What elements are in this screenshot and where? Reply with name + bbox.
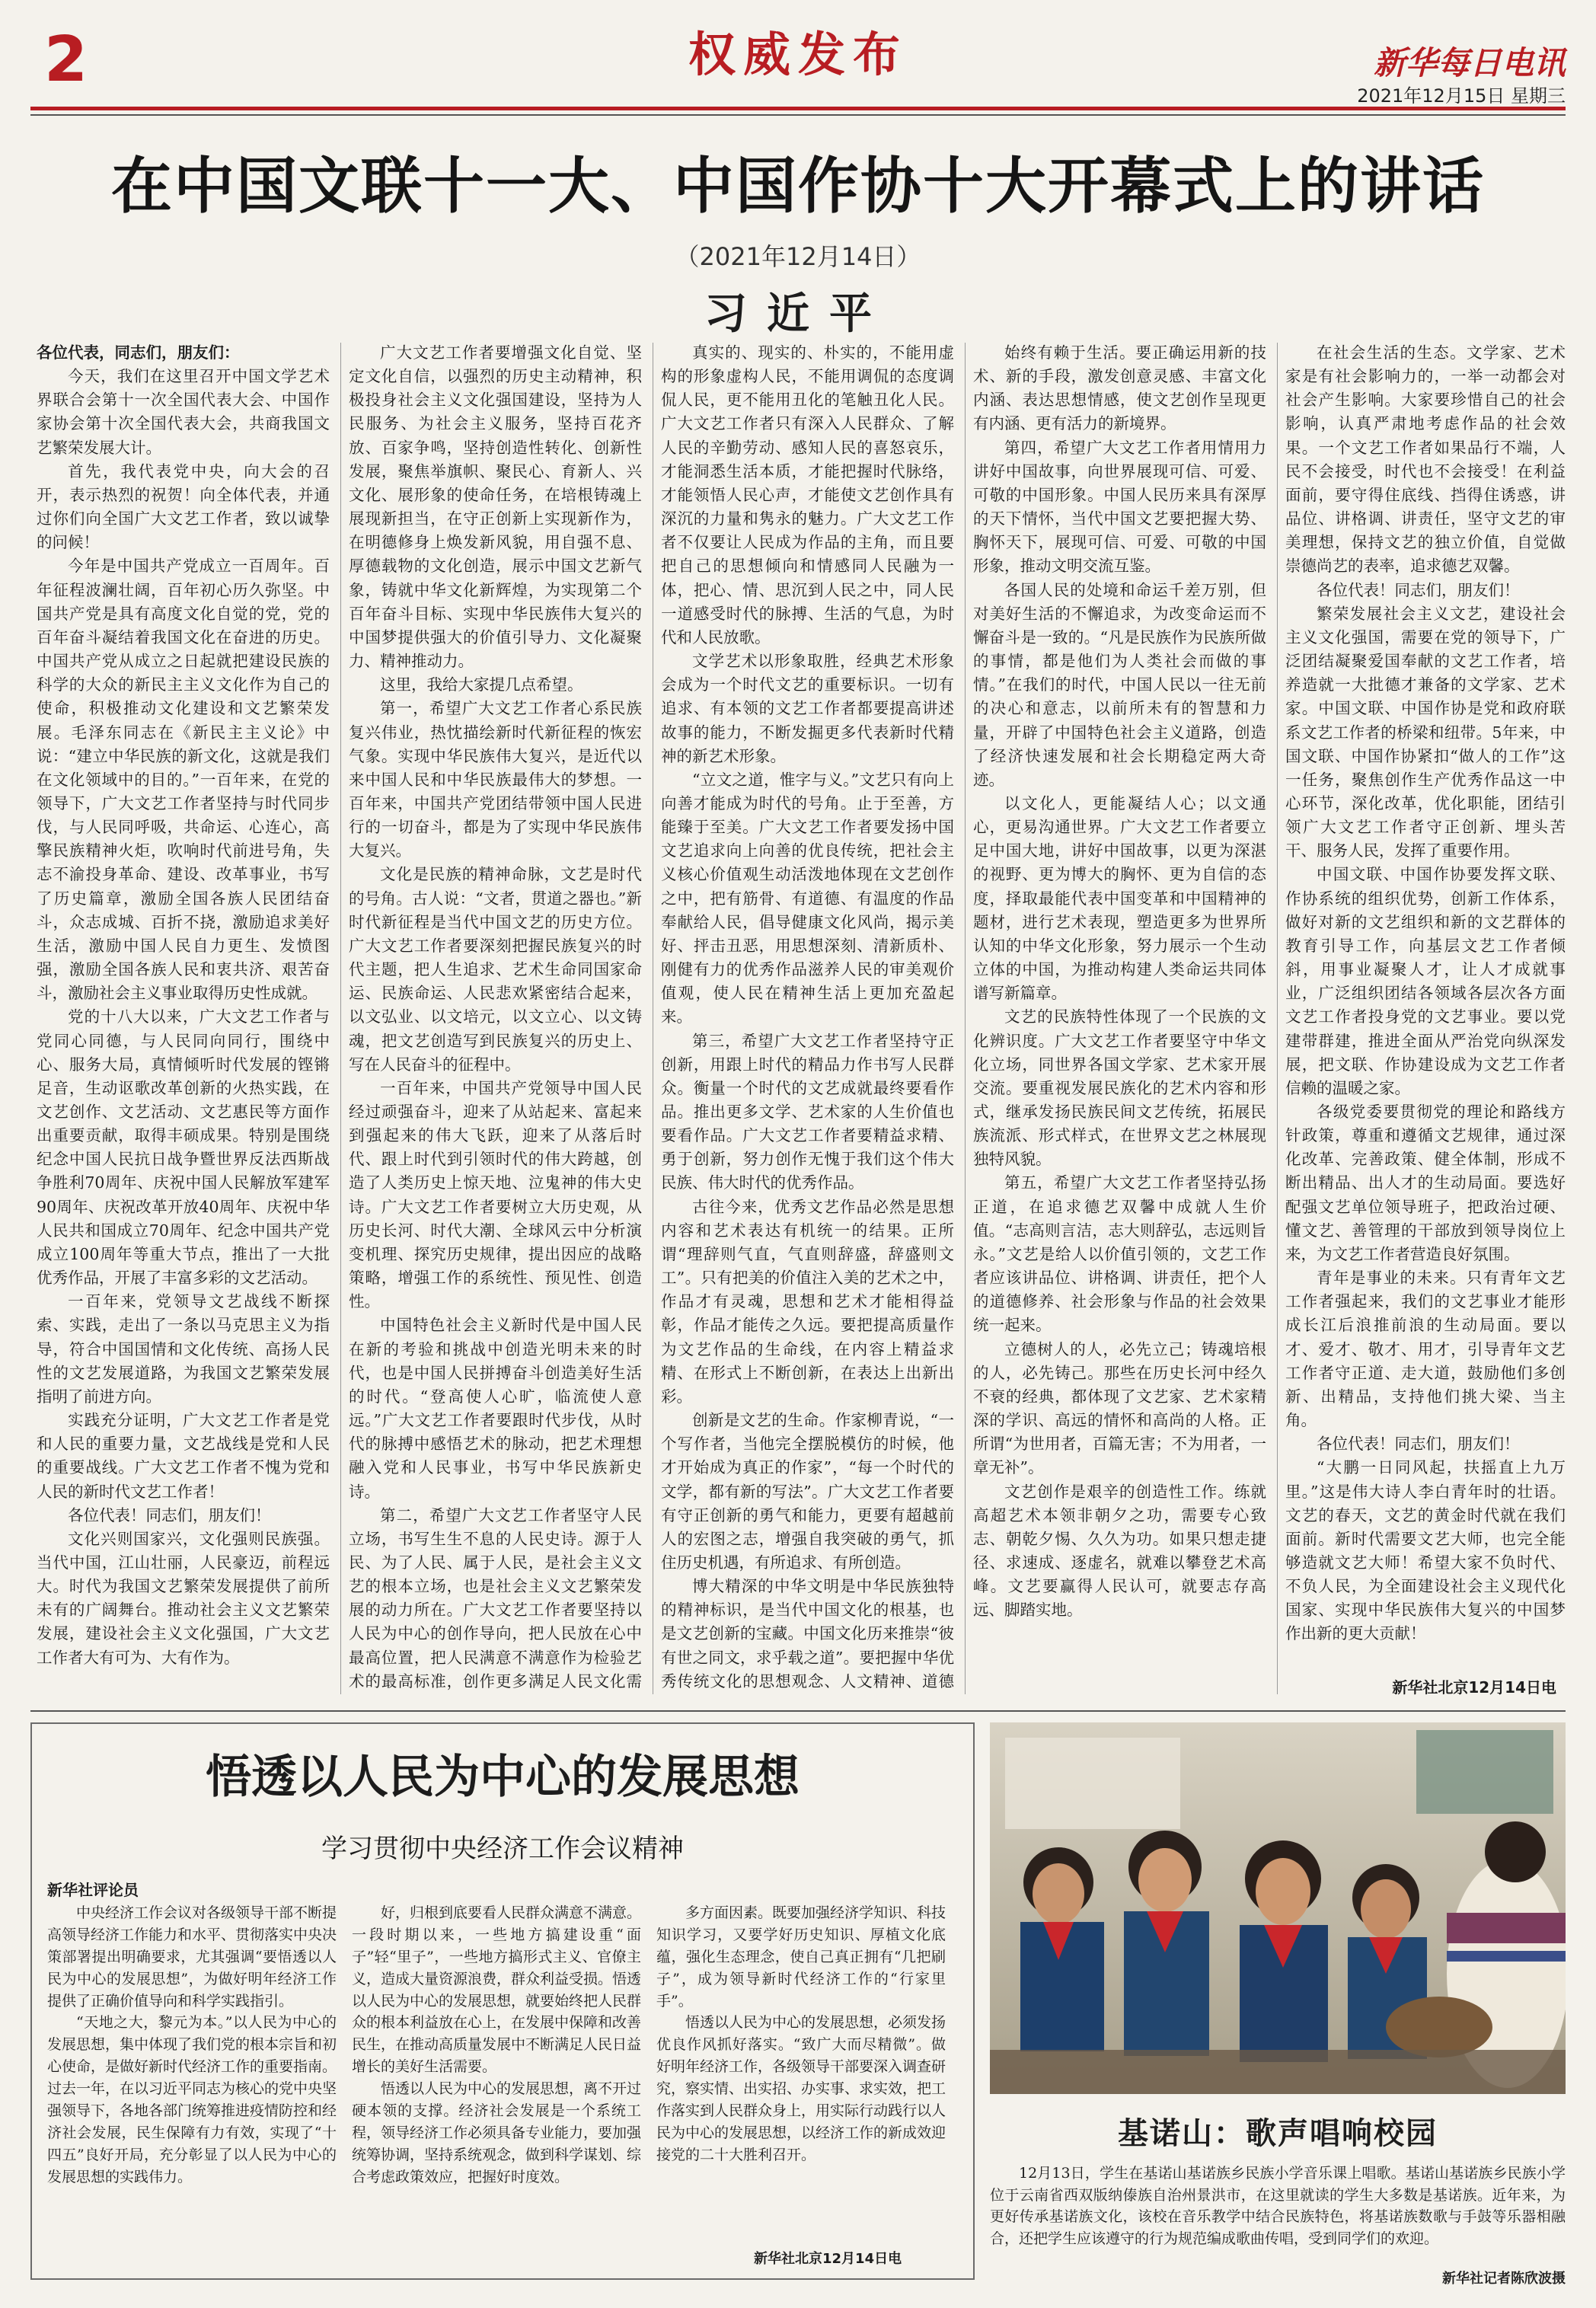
classroom-photo-illustration: [990, 1722, 1566, 2094]
article-paragraph: 文化兴则国家兴，文化强则民族强。当代中国，江山壮丽，人民豪迈，前程远大。时代为我国文艺繁荣发展提供了前所未有的广阔舞台。推动社会主义文艺繁荣发展，建设社会主义文化强国，广大文艺工作者大有可为、大有作为。: [37, 1529, 330, 1667]
commentary-paragraph: 多方面因素。既要加强经济学知识、科技知识学习，又要学好历史知识、厚植文化底蕴，强化生态理念，使自己真正拥有“几把刷子”，成为领导新时代经济工作的“行家里手”。: [656, 1904, 946, 2010]
article-paragraph: 中国文联、中国作协要发挥文联、作协系统的组织优势，创新工作体系，做好对新的文艺组织和新的文艺群体的教育引导工作，向基层文艺工作者倾斜，用事业凝聚人才，让人才成就事业，广泛组织团结各领域各层次各方面文艺工作者投身党的文艺事业。要以党建带群建，推进全面从严治党向纵深发展，把文联、作协建设成为文艺工作者信赖的温暖之家。: [1285, 865, 1566, 1097]
article-paragraph: 党的十八大以来，广大文艺工作者与党同心同德，与人民同向同行，围绕中心、服务大局，真情倾听时代发展的铿锵足音，生动讴歌改革创新的火热实践，在文艺创作、文艺活动、文艺惠民等方面作出重要贡献，取得丰硕成果。特别是围绕纪念中国人民抗日战争暨世界反法西斯战争胜利70周年、庆祝中国人民解放军建军90周年、庆祝改革开放40周年、庆祝中华人民共和国成立70周年、纪念中国共产党成立100周年等重大节点，推出了一大批优秀作品，开展了丰富多彩的文艺活动。: [37, 1007, 330, 1288]
article-paragraph: 各位代表！同志们，朋友们！: [1317, 580, 1520, 599]
article-paragraph: 一百年来，党领导文艺战线不断探索、实践，走出了一条以马克思主义为指导，符合中国国情和文化传统、高扬人民性的文艺发展道路，为我国文艺繁荣发展指明了前进方向。: [37, 1292, 330, 1406]
article-paragraph: 各位代表！同志们，朋友们！: [1317, 1435, 1520, 1454]
article-paragraph: 古往今来，优秀文艺作品必然是思想内容和艺术表达有机统一的结果。正所谓“理辞则气直，气直则辞盛，辞盛则文工”。只有把美的价值注入美的艺术之中，作品才有灵魂，思想和艺术才能相得益彰，作品才能传之久远。要把提高质量作为文艺作品的生命线，在内容上精益求精、在形式上不断创新，在表达上出新出彩。: [661, 1197, 954, 1406]
article-paragraph: “大鹏一日同风起，扶摇直上九万里。”这是伟大诗人李白青年时的壮语。文艺的春天，文艺的黄金时代就在我们面前。新时代需要文艺大师，也完全能够造就文艺大师！希望大家不负时代、不负人民，为全面建设社会主义现代化国家、实现中华民族伟大复兴的中国梦作出新的更大贡献！: [1285, 1458, 1566, 1643]
article-paragraph: 以文化人，更能凝结人心；以文通心，更易沟通世界。广大文艺工作者要立足中国大地，讲好中国故事，以更为深湛的视野、更为博大的胸怀、更为自信的态度，择取最能代表中国变革和中国精神的题材，进行艺术表现，塑造更多为世界所认知的中华文化形象，努力展示一个生动立体的中国，为推动构建人类命运共同体谱写新篇章。: [973, 793, 1266, 1003]
article-paragraph: 第一，希望广大文艺工作者心系民族复兴伟业，热忱描绘新时代新征程的恢宏气象。实现中华民族伟大复兴，是近代以来中国人民和中华民族最伟大的梦想。一百年来，中国共产党团结带领中国人民进行的一切奋斗，都是为了实现中华民族伟大复兴。: [349, 699, 642, 860]
photo-credit: 新华社记者陈欣波摄: [1442, 2271, 1566, 2287]
article-paragraph: 第二，希望广大文艺工作者坚守人民立场，书写生生不息的人民史诗。源于人民、为了人民、属于人民，是社会主义文艺的根本立场，也是社会主义文艺繁荣发展的动力所在。广大文艺工作者要坚持以人民为中心的创作导向，把人民放在心中最高位置，把人民满意不满意作为检验艺术的最高标准，创作更多满足人民文化需: [349, 1505, 642, 1690]
page-number: 2: [44, 24, 88, 96]
commentary-paragraph: 好，归根到底要看人民群众满意不满意。一段时期以来，一些地方搞建设重“面子”轻“里子”，一些地方搞形式主义、官僚主义，造成大量资源浪费，群众利益受损。悟透以人民为中心的发展思想，就要始终把人民群众的根本利益放在心上，在发展中保障和改善民生，在推动高质量发展中不断满足人民日益增长的美好生活需要。: [352, 1904, 641, 2076]
article-dateline: 新华社北京12月14日电: [1384, 1675, 1556, 1697]
header-rule: [30, 107, 1566, 110]
issue-date: 2021年12月15日 星期三: [1357, 85, 1566, 107]
column-divider: [965, 343, 966, 1694]
article-paragraph: 各级党委要贯彻党的理论和路线方针政策，尊重和遵循文艺规律，通过深化改革、完善政策、健全体制，形成不断出精品、出人才的生动局面。要选好配强文艺单位领导班子，把政治过硬、懂文艺、善管理的干部放到领导岗位上来，为文艺工作者营造良好氛围。: [1285, 1103, 1566, 1263]
article-paragraph: 第四，希望广大文艺工作者用情用力讲好中国故事，向世界展现可信、可爱、可敬的中国形象。中国人民历来具有深厚的天下情怀，当代中国文艺要把握大势、胸怀天下，展现可信、可爱、可敬的中国形象，推动文明交流互鉴。: [973, 438, 1266, 576]
article-column-2: [349, 341, 642, 1697]
article-paragraph: 各位代表，同志们，朋友们：: [37, 343, 240, 362]
article-paragraph: 文化是民族的精神命脉，文艺是时代的号角。古人说：“文者，贯道之器也。”新时代新征程是当代中国文艺的历史方位。广大文艺工作者要深刻把握民族复兴的时代主题，把人生追求、艺术生命同国家命运、民族命运、人民悲欢紧密结合起来，以文弘业、以文培元，以文立心、以文铸魂，把文艺创造写到民族复兴的历史上、写在人民奋斗的征程中。: [349, 865, 642, 1074]
article-paragraph: 立德树人的人，必先立己；铸魂培根的人，必先铸己。那些在历史长河中经久不衰的经典，都体现了文艺家、艺术家精深的学识、高远的情怀和高尚的人格。正所谓“为世用者，百篇无害；不为用者，一章无补”。: [973, 1339, 1266, 1477]
commentary-title: 悟透以人民为中心的发展思想: [206, 1751, 800, 1804]
article-paragraph: 创新是文艺的生命。作家柳青说，“一个写作者，当他完全摆脱模仿的时候，他才开始成为真正的作家”，“每一个时代的文学，都有新的写法”。广大文艺工作者要有守正创新的勇气和能力，更要有超越前人的宏图之志，增强自我突破的勇气，抓住历史机遇，有所追求、有所创造。: [661, 1411, 954, 1572]
article-paragraph: 这里，我给大家提几点希望。: [380, 675, 583, 694]
article-paragraph: 各国人民的处境和命运千差万别，但对美好生活的不懈追求，为改变命运而不懈奋斗是一致的。“凡是民族作为民族所做的事情，都是他们为人类社会而做的事情。”在我们的时代，中国人民以一往无前的决心和意志，以前所未有的智慧和力量，开辟了中国特色社会主义道路，创造了经济快速发展和社会长期稳定两大奇迹。: [973, 580, 1266, 789]
section-divider: [30, 1710, 1566, 1712]
column-divider: [1277, 343, 1278, 1694]
article-paragraph: 广大文艺工作者要增强文化自觉、坚定文化自信，以强烈的历史主动精神，积极投身社会主义文化强国建设，坚持为人民服务、为社会主义服务，坚持百花齐放、百家争鸣，坚持创造性转化、创新性发展，聚焦举旗帜、聚民心、育新人、兴文化、展形象的使命任务，在培根铸魂上展现新担当，在守正创新上实现新作为，在明德修身上焕发新风貌，用自强不息、厚德载物的文化创造，展示中国文艺新气象，铸就中华文化新辉煌，为实现第二个百年奋斗目标、实现中华民族伟大复兴的中国梦提供强大的价值引导力、文化凝聚力、精神推动力。: [349, 343, 642, 671]
commentary-column-1: [47, 1902, 337, 2257]
article-paragraph: 实践充分证明，广大文艺工作者是党和人民的重要力量，文艺战线是党和人民的重要战线。广大文艺工作者不愧为党和人民的新时代文艺工作者！: [37, 1411, 330, 1501]
speech-date: （2021年12月14日）: [675, 242, 921, 271]
article-author: 习近平: [704, 289, 892, 339]
article-paragraph: 文艺创作是艰辛的创造性工作。练就高超艺术本领非朝夕之功，需要专心致志、朝乾夕惕、久久为功。如果只想走捷径、求速成、逐虚名，就难以攀登艺术高峰。文艺要赢得人民认可，就要志存高远、脚踏实地。: [973, 1482, 1266, 1620]
article-paragraph: 青年是事业的未来。只有青年文艺工作者强起来，我们的文艺事业才能形成长江后浪推前浪的生动局面。要以才、爱才、敬才、用才，引导青年文艺工作者守正道、走大道，鼓励他们多创新、出精品，支持他们挑大梁、当主角。: [1285, 1269, 1566, 1430]
article-paragraph: 今年是中国共产党成立一百周年。百年征程波澜壮阔，百年初心历久弥坚。中国共产党是具有高度文化自觉的党，党的百年奋斗凝结着我国文化在奋进的历史。中国共产党从成立之日起就把建设民族的科学的大众的新民主主义文化作为自己的使命，积极推动文化建设和文艺繁荣发展。毛泽东同志在《新民主主义论》中说：“建立中华民族的新文化，这就是我们在文化领域中的目的。”一百年来，在党的领导下，广大文艺工作者坚持与时代同步伐，与人民同呼吸，共命运、心连心，高擎民族精神火炬，吹响时代前进号角，失志不渝投身革命、建设、改革事业，书写了历史篇章，激励全国各族人民团结奋斗，众志成城、百折不挠，激励追求美好生活，激励中国人民自力更生、发愤图强，激励全国各族人民和衷共济、艰苦奋斗，激励社会主义事业取得历史性成就。: [37, 557, 330, 1003]
article-paragraph: 一百年来，中国共产党领导中国人民经过顽强奋斗，迎来了从站起来、富起来到强起来的伟大飞跃，迎来了从落后时代、跟上时代到引领时代的伟大跨越，创造了人类历史上惊天地、泣鬼神的伟大史诗。广大文艺工作者要树立大历史观，从历史长河、时代大潮、全球风云中分析演变机理、探究历史规律，提出因应的战略策略，增强工作的系统性、预见性、创造性。: [349, 1078, 642, 1311]
article-paragraph: 在社会生活的生态。文学家、艺术家是有社会影响力的，一举一动都会对社会产生影响。大家要珍惜自己的社会影响，认真严肃地考虑作品的社会效果。一个文艺工作者如果品行不端，人民不会接受，时代也不会接受！在利益面前，要守得住底线、挡得住诱惑，讲品位、讲格调、讲责任，坚守文艺的审美理想，保持文艺的独立价值，自觉做崇德尚艺的表率，追求德艺双馨。: [1285, 343, 1566, 576]
article-paragraph: “立文之道，惟字与义。”文艺只有向上向善才能成为时代的号角。止于至善，方能臻于至美。广大文艺工作者要发扬中国文艺追求向上向善的优良传统，把社会主义核心价值观生动活泼地体现在文艺创作之中，把有筋骨、有道德、有温度的作品奉献给人民，倡导健康文化风尚，揭示美好、抨击丑恶，用思想深刻、清新质朴、刚健有力的优秀作品滋养人民的审美观价值观，使人民在精神生活上更加充盈起来。: [661, 770, 954, 1026]
article-paragraph: 中国特色社会主义新时代是中国人民在新的考验和挑战中创造光明未来的时代，也是中国人民拼搏奋斗创造美好生活的时代。“登高使人心旷，临流使人意远。”广大文艺工作者要跟时代步伐，从时代的脉搏中感悟艺术的脉动，把艺术理想融入党和人民事业，书写中华民族新史诗。: [349, 1316, 642, 1501]
commentary-paragraph: 悟透以人民为中心的发展思想，必须发扬优良作风抓好落实。“致广大而尽精微”。做好明年经济工作，各级领导干部要深入调查研究，察实情、出实招、办实事、求实效，把工作落实到人民群众身上，用实际行动践行以人民为中心的发展思想，以经济工作的新成效迎接党的二十大胜利召开。: [656, 2014, 946, 2163]
article-paragraph: 文学艺术以形象取胜，经典艺术形象会成为一个时代文艺的重要标识。一切有追求、有本领的文艺工作者都要提高讲述故事的能力，不断发掘更多代表新时代精神的新艺术形象。: [661, 652, 954, 765]
commentary-column-2: [352, 1902, 641, 2257]
commentary-byline: 新华社评论员: [47, 1881, 139, 1899]
photo-title: 基诺山：歌声唱响校园: [1118, 2115, 1438, 2151]
article-paragraph: 第五，希望广大文艺工作者坚持弘扬正道，在追求德艺双馨中成就人生价值。“志高则言洁，志大则辞弘，志远则旨永。”文艺是给人以价值引领的，文艺工作者应该讲品位、讲格调、讲责任，把个人的道德修养、社会形象与作品的社会效果统一起来。: [973, 1173, 1266, 1335]
section-title: 权威发布: [688, 27, 908, 82]
article-paragraph: 始终有赖于生活。要正确运用新的技术、新的手段，激发创意灵感、丰富文化内涵、表达思想情感，使文艺创作呈现更有内涵、更有活力的新境界。: [973, 343, 1266, 433]
article-paragraph: 各位代表！同志们，朋友们！: [68, 1505, 271, 1524]
commentary-dateline: 新华社北京12月14日电: [754, 2251, 902, 2267]
article-paragraph: 真实的、现实的、朴实的，不能用虚构的形象虚构人民，不能用调侃的态度调侃人民，更不能用丑化的笔触丑化人民。广大文艺工作者只有深入人民群众、了解人民的辛勤劳动、感知人民的喜怒哀乐，才能洞悉生活本质，才能把握时代脉络，才能领悟人民心声，才能使文艺创作具有深沉的力量和隽永的魅力。广大文艺工作者不仅要让人民成为作品的主角，而且要把自己的思想倾向和情感同人民融为一体，把心、情、思沉到人民之中，同人民一道感受时代的脉搏、生活的气息，为时代和人民放歌。: [661, 343, 954, 646]
header-rule-thin: [30, 114, 1566, 116]
article-paragraph: 繁荣发展社会主义文艺，建设社会主义文化强国，需要在党的领导下，广泛团结凝聚爱国奉献的文艺工作者，培养造就一大批德才兼备的文学家、艺术家。中国文联、中国作协是党和政府联系文艺工作者的桥梁和纽带。5年来，中国文联、中国作协紧扣“做人的工作”这一任务，聚焦创作生产优秀作品这一中心环节，深化改革，优化职能，团结引领广大文艺工作者守正创新、埋头苦干、服务人民，发挥了重要作用。: [1285, 604, 1566, 860]
article-paragraph: 博大精深的中华文明是中华民族独特的精神标识，是当代中国文化的根基，也是文艺创新的宝藏。中国文化历来推崇“彼有世之同文，求乎载之道”。要把握中华优秀传统文化的思想观念、人文精神、道德: [661, 1577, 954, 1690]
article-paragraph: 首先，我代表党中央，向大会的召开，表示热烈的祝贺！向全体代表，并通过你们向全国广大文艺工作者，致以诚挚的问候！: [37, 461, 330, 552]
article-column-4: [973, 341, 1266, 1697]
article-column-1: [37, 341, 330, 1697]
column-divider: [340, 343, 341, 1694]
classroom-photo: [990, 1722, 1566, 2094]
commentary-paragraph: 悟透以人民为中心的发展思想，离不开过硬本领的支撑。经济社会发展是一个系统工程，领导经济工作必须具备专业能力，要加强统筹协调，坚持系统观念，做到科学谋划、综合考虑政策效应，把握好时度效。: [352, 2080, 641, 2185]
article-column-3: [661, 341, 954, 1697]
photo-caption: 12月13日，学生在基诺山基诺族乡民族小学音乐课上唱歌。基诺山基诺族乡民族小学位于云南省西双版纳傣族自治州景洪市，在这里就读的学生大多数是基诺族。近年来，为更好传承基诺族文化，该校在音乐教学中结合民族特色，将基诺族数歌与手鼓等乐器相融合，还把学生应该遵守的行为规范编成歌曲传唱，受到同学们的欢迎。: [990, 2165, 1566, 2247]
article-paragraph: 第三，希望广大文艺工作者坚持守正创新，用跟上时代的精品力作书写人民群众。衡量一个时代的文艺成就最终要看作品。推出更多文学、艺术家的人生价值也要看作品。广大文艺工作者要精益求精、勇于创新，努力创作无愧于我们这个伟大民族、伟大时代的优秀作品。: [661, 1031, 954, 1192]
article-paragraph: 文艺的民族特性体现了一个民族的文化辨识度。广大文艺工作者要坚守中华文化立场，同世界各国文学家、艺术家开展交流。要重视发展民族化的艺术内容和形式，继承发扬民族民间文艺传统，拓展民族流派、形式样式，在世界文艺之林展现独特风貌。: [973, 1007, 1266, 1169]
article-paragraph: 今天，我们在这里召开中国文学艺术界联合会第十一次全国代表大会、中国作家协会第十次全国代表大会，共商我国文艺繁荣发展大计。: [37, 367, 330, 457]
commentary-paragraph: “天地之大，黎元为本。”以人民为中心的发展思想，集中体现了我们党的根本宗旨和初心使命，是做好新时代经济工作的重要指南。过去一年，在以习近平同志为核心的党中央坚强领导下，各地各部门统筹推进疫情防控和经济社会发展，民生保障有力有效，实现了“十四五”良好开局，充分彰显了以人民为中心的发展思想的实践伟力。: [47, 2014, 337, 2185]
commentary-paragraph: 中央经济工作会议对各级领导干部不断提高领导经济工作能力和水平、贯彻落实中央决策部署提出明确要求，尤其强调“要悟透以人民为中心的发展思想”，为做好明年经济工作提供了正确价值导向和科学实践指引。: [47, 1904, 337, 2010]
article-column-5: [1285, 341, 1566, 1697]
commentary-subtitle: 学习贯彻中央经济工作会议精神: [321, 1834, 684, 1864]
newspaper-brand-logo: 新华每日电讯: [1373, 44, 1566, 81]
commentary-column-3: [656, 1902, 946, 2237]
article-headline: 在中国文联十一大、中国作协十大开幕式上的讲话: [111, 150, 1485, 222]
